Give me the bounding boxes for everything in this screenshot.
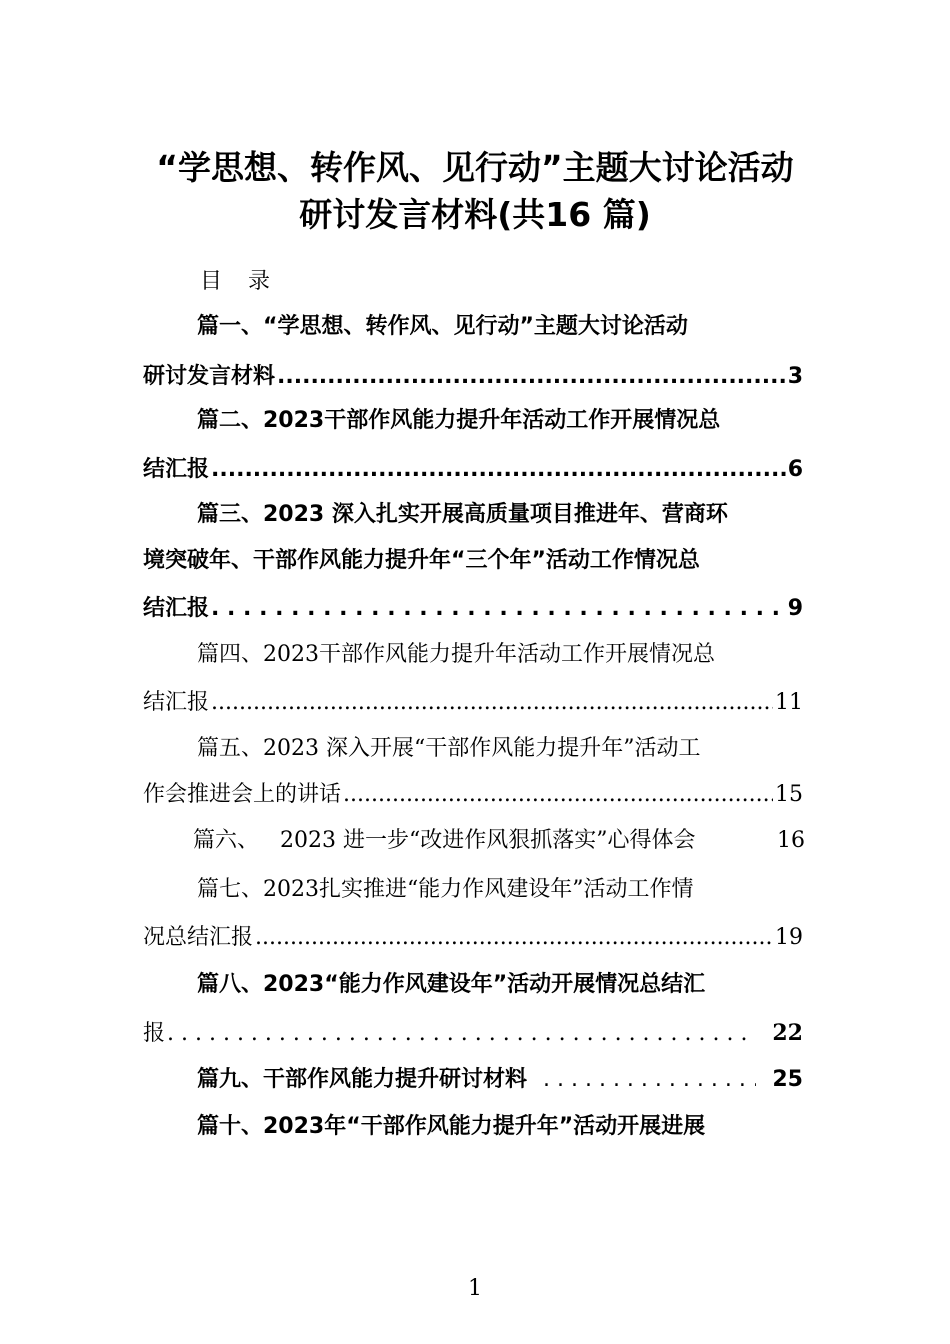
toc-heading-char-2: 录: [248, 269, 271, 294]
toc-entry-7-line-1: 篇七、2023扎实推进“能力作风建设年”活动工作情: [197, 877, 694, 902]
toc-leader-dots: [167, 1014, 756, 1053]
toc-entry-4-line-2: [143, 683, 803, 723]
toc-entry-3-text: 结汇报: [143, 596, 210, 621]
page-number: 1: [468, 1276, 482, 1301]
toc-entry-7-line-2: [143, 918, 803, 958]
toc-entry-1-page: 3: [787, 364, 803, 389]
toc-leader-dots: [211, 589, 786, 629]
toc-entry-6-text: 篇六、 2023 进一步“改进作风狠抓落实”心得体会: [193, 828, 696, 853]
toc-entry-4-line-1: 篇四、2023干部作风能力提升年活动工作开展情况总: [197, 642, 715, 667]
toc-entry-10-line-1: 篇十、2023年“干部作风能力提升年”活动开展进展: [197, 1114, 706, 1139]
toc-heading-char-1: 目: [200, 269, 223, 294]
toc-entry-9-text: 篇九、干部作风能力提升研讨材料: [197, 1067, 528, 1092]
toc-entry-9-line-1: [197, 1060, 803, 1100]
toc-leader-dots: [277, 357, 786, 397]
document-title-line-2: 研讨发言材料(共16 篇): [299, 195, 651, 234]
toc-leader-dots: [255, 918, 773, 958]
toc-leader-dots: [543, 1060, 756, 1100]
toc-entry-6-line-1: [193, 821, 805, 861]
toc-entry-8-line-1: 篇八、2023“能力作风建设年”活动开展情况总结汇: [197, 972, 706, 997]
toc-entry-5-line-2: [143, 775, 803, 815]
toc-entry-9-page: 25: [772, 1067, 803, 1092]
toc-entry-6-page: 16: [777, 828, 805, 853]
toc-entry-5-text: 作会推进会上的讲话: [143, 782, 342, 807]
toc-entry-3-page: 9: [787, 596, 803, 621]
toc-entry-8-line-2: [143, 1013, 803, 1053]
toc-entry-2-page: 6: [787, 457, 803, 482]
toc-leader-dots: [211, 450, 786, 490]
toc-entry-3-line-1: 篇三、2023 深入扎实开展高质量项目推进年、营商环: [197, 502, 728, 527]
document-title-line-1: “学思想、转作风、见行动”主题大讨论活动: [156, 148, 794, 187]
toc-entry-8-page: 22: [772, 1020, 803, 1046]
toc-entry-4-page: 11: [775, 690, 803, 715]
toc-entry-3-line-3: [143, 589, 803, 629]
toc-entry-5-line-1: 篇五、2023 深入开展“干部作风能力提升年”活动工: [197, 736, 701, 761]
toc-leader-dots: [211, 683, 773, 723]
toc-entry-1-text: 研讨发言材料: [143, 364, 276, 389]
toc-entry-4-text: 结汇报: [143, 690, 210, 715]
toc-entry-2-text: 结汇报: [143, 457, 210, 482]
toc-entry-7-text: 况总结汇报: [143, 925, 254, 950]
toc-entry-7-page: 19: [775, 925, 803, 950]
toc-entry-2-line-1: 篇二、2023干部作风能力提升年活动工作开展情况总: [197, 408, 721, 433]
toc-entry-2-line-2: [143, 450, 803, 490]
toc-heading: [200, 264, 270, 295]
toc-entry-1-line-1: 篇一、“学思想、转作风、见行动”主题大讨论活动: [197, 314, 688, 339]
toc-entry-1-line-2: [143, 357, 803, 397]
toc-entry-3-line-2: 境突破年、干部作风能力提升年“三个年”活动工作情况总: [143, 548, 700, 573]
toc-entry-5-page: 15: [775, 782, 803, 807]
toc-entry-8-text: 报: [143, 1021, 166, 1046]
toc-leader-dots: [343, 775, 773, 815]
